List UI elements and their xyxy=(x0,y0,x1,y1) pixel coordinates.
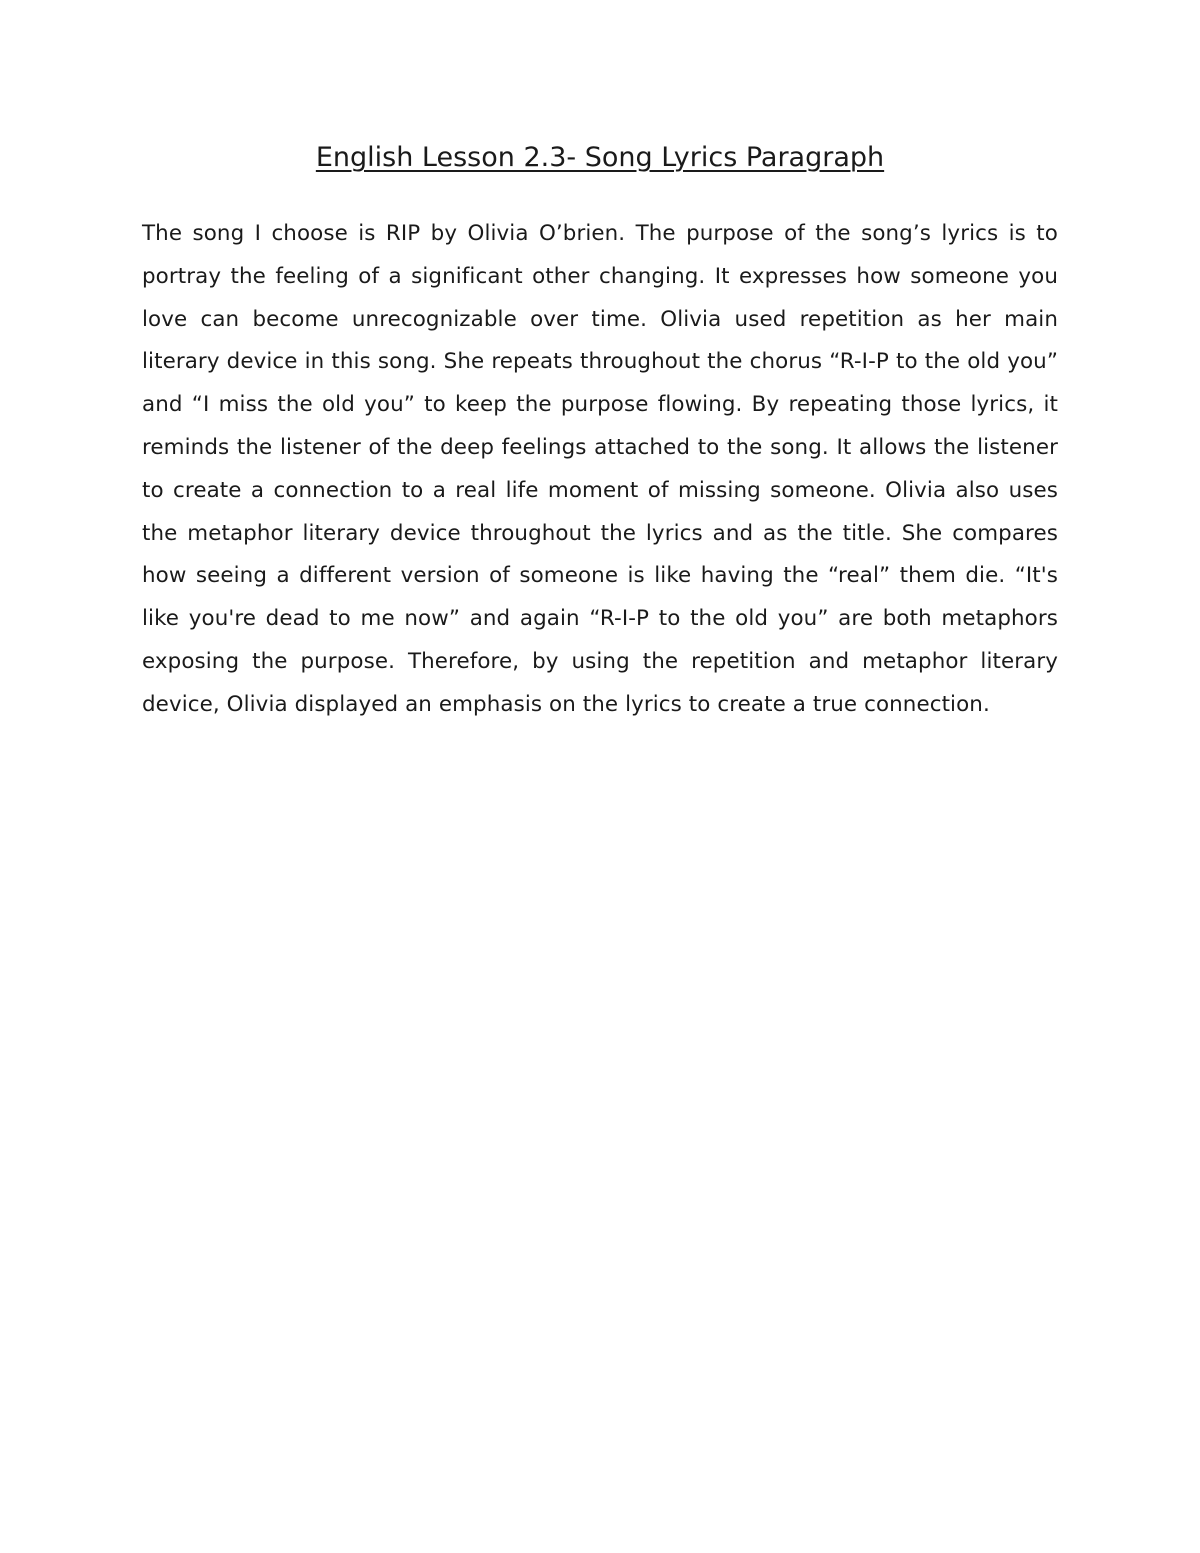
body-paragraph: The song I choose is RIP by Olivia O’brien. The purpose of the song’s lyrics is to portray the feeling of a significant other changing. It expresses how someone you love can become unrecognizable over time. Olivia used repetition as her main literary device in this song. She repeats throughout the chorus “R-I-P to the old you” and “I miss the old you” to keep the purpose flowing. By repeating those lyrics, it reminds the listener of the deep feelings attached to the song. It allows the listener to create a connection to a real life moment of missing someone. Olivia also uses the metaphor literary device throughout the lyrics and as the title. She compares how seeing a different version of someone is like having the “real” them die. “It's like you're dead to me now” and again “R-I-P to the old you” are both metaphors exposing the purpose. Therefore, by using the repetition and metaphor literary device, Olivia displayed an emphasis on the lyrics to create a true connection. xyxy=(142,221,1058,717)
document-title: English Lesson 2.3- Song Lyrics Paragraph xyxy=(315,142,885,173)
